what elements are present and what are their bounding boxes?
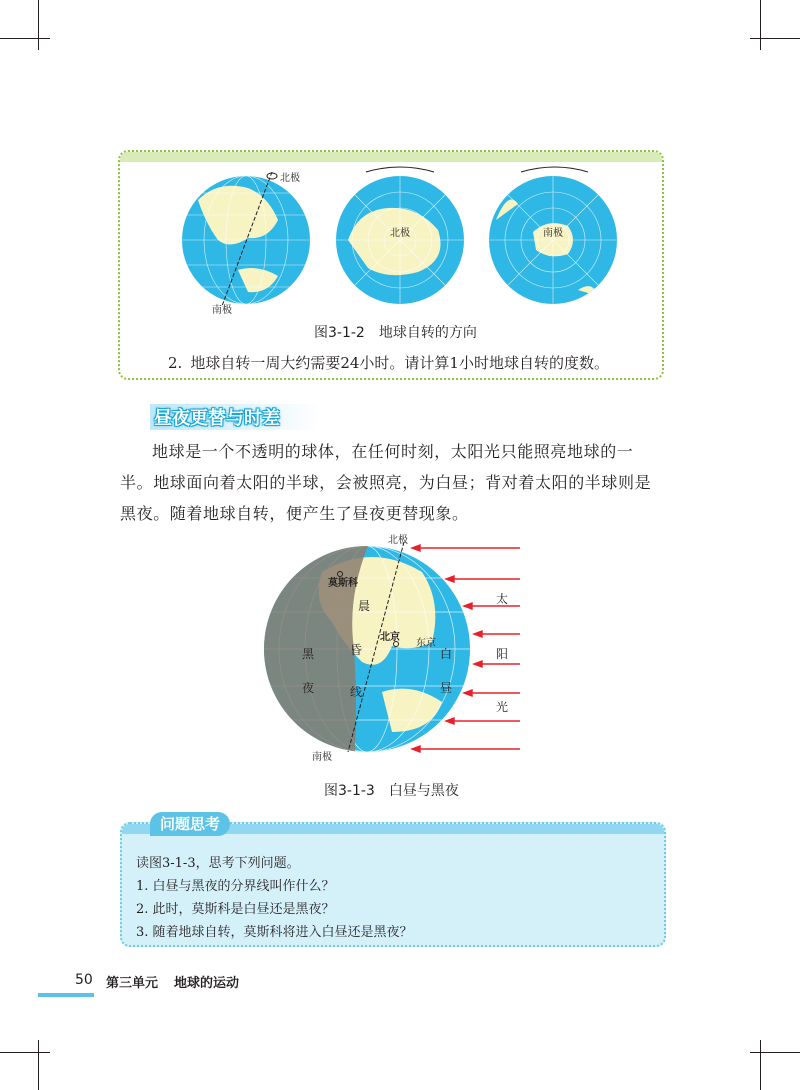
crop-mark — [760, 0, 761, 50]
crop-mark — [38, 0, 39, 50]
globe2-pole-label: 北极 — [390, 228, 410, 239]
rotation-globes — [118, 160, 664, 320]
think-question-1: 1. 白昼与黑夜的分界线叫作什么？ — [136, 879, 335, 894]
think-tag: 问题思考 — [150, 812, 230, 836]
terminator-char-1: 晨 — [358, 599, 371, 613]
crop-mark — [0, 38, 50, 39]
sunlight-char-2: 阳 — [496, 647, 509, 661]
south-pole-label: 南极 — [312, 752, 332, 763]
exercise-2 — [168, 352, 609, 373]
footer-bar — [38, 993, 94, 997]
crop-mark — [760, 1040, 761, 1090]
section-title: 昼夜更替与时差 — [150, 404, 320, 430]
body-paragraph: 地球是一个不透明的球体，在任何时刻，太阳光只能照亮地球的一半。地球面向着太阳的半球，会被照亮，为白昼；背对着太阳的半球则是黑夜。随着地球自转，便产生了昼夜更替现象。 — [120, 442, 652, 523]
think-intro: 读图3-1-3，思考下列问题。 — [136, 856, 300, 871]
sunlight-char-1: 太 — [496, 592, 509, 606]
chapter-name: 地球的运动 — [174, 976, 240, 991]
sunlight-char-3: 光 — [496, 700, 509, 714]
terminator-char-2: 昏 — [350, 643, 363, 657]
north-pole-label: 北极 — [388, 535, 408, 546]
figure-3-1-2-caption: 图3-1-2 地球自转的方向 — [314, 325, 477, 341]
terminator-char-3: 线 — [350, 685, 363, 699]
beijing-label: 北京 — [380, 632, 400, 643]
exercise-number: 2. — [168, 354, 183, 372]
globe1-south-label: 南极 — [212, 305, 232, 316]
crop-mark — [750, 38, 800, 39]
night-char-1: 黑 — [302, 647, 315, 661]
think-question-2: 2. 此时，莫斯科是白昼还是黑夜？ — [136, 902, 335, 917]
globe-side-view — [182, 172, 310, 306]
globe1-north-label: 北极 — [280, 173, 300, 184]
figure-3-1-3-caption: 图3-1-3 白昼与黑夜 — [324, 783, 459, 799]
think-questions — [136, 852, 413, 944]
moscow-label: 莫斯科 — [328, 578, 358, 589]
unit-name: 第三单元 — [106, 976, 159, 991]
day-char-2: 昼 — [440, 681, 453, 695]
exercise-text: 地球自转一周大约需要24小时。请计算1小时地球自转的度数。 — [190, 354, 609, 372]
globe3-pole-label: 南极 — [543, 228, 563, 239]
day-night-figure — [262, 532, 532, 764]
day-char-1: 白 — [440, 647, 453, 661]
crop-mark — [38, 1040, 39, 1090]
night-char-2: 夜 — [302, 681, 315, 695]
think-question-3: 3. 随着地球自转，莫斯科将进入白昼还是黑夜？ — [136, 925, 413, 940]
tokyo-label: 东京 — [416, 638, 436, 649]
crop-mark — [750, 1052, 800, 1053]
footer-unit — [106, 972, 239, 991]
crop-mark — [0, 1052, 50, 1053]
page-number: 50 — [75, 972, 93, 988]
